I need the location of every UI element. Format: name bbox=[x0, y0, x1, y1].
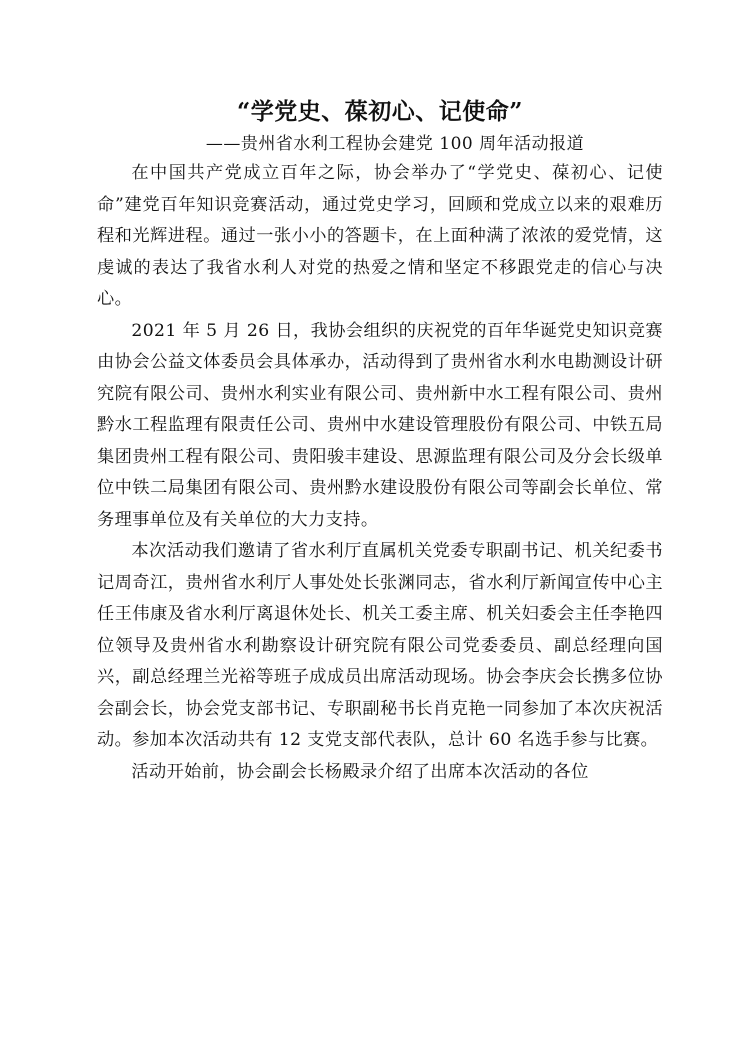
paragraph-intro: 在中国共产党成立百年之际，协会举办了“学党史、葆初心、记使命”建党百年知识竞赛活动，通过党史学习，回顾和党成立以来的艰难历程和光辉进程。通过一张小小的答题卡，在上面种满了浓浓的爱党情，这虔诚的表达了我省水利人对党的热爱之情和坚定不移跟党走的信心与决心。 bbox=[97, 163, 663, 309]
document-subtitle: ——贵州省水利工程协会建党 100 周年活动报道 bbox=[205, 134, 585, 154]
document-title: “学党史、葆初心、记使命” bbox=[237, 98, 523, 125]
paragraph-guests: 本次活动我们邀请了省水利厅直属机关党委专职副书记、机关纪委书记周奇江，贵州省水利厅人事处处长张渊同志，省水利厅新闻宣传中心主任王伟康及省水利厅离退休处长、机关工委主席、机关妇委会主任李艳四位领导及贵州省水利勘察设计研究院有限公司党委委员、副总经理向国兴，副总经理兰光裕等班子成成员出席活动现场。协会李庆会长携多位协会副会长，协会党支部书记、专职副秘书长肖克艳一同参加了本次庆祝活动。参加本次活动共有 12 支党支部代表队，总计 60 名选手参与比赛。 bbox=[97, 541, 663, 750]
document-body bbox=[97, 94, 663, 788]
paragraph-event-date: 2021 年 5 月 26 日，我协会组织的庆祝党的百年华诞党史知识竞赛由协会公益文体委员会具体承办，活动得到了贵州省水利水电勘测设计研究院有限公司、贵州水利实业有限公司、贵州新中水工程有限公司、贵州黔水工程监理有限责任公司、贵州中水建设管理股份有限公司、中铁五局集团贵州工程有限公司、贵阳骏丰建设、思源监理有限公司及分会长级单位中铁二局集团有限公司、贵州黔水建设股份有限公司等副会长单位、常务理事单位及有关单位的大力支持。 bbox=[97, 320, 663, 530]
paragraph-opening: 活动开始前，协会副会长杨殿录介绍了出席本次活动的各位 bbox=[131, 761, 589, 782]
